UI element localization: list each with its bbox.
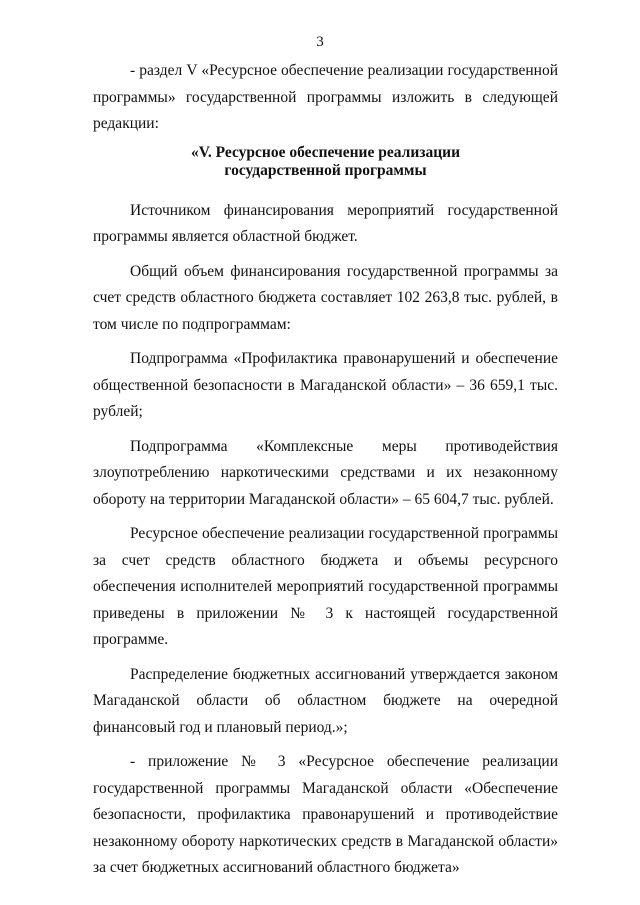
paragraph-subprogram-2: Подпрограмма «Комплексные меры противодействия злоупотреблению наркотическими средствами и их незаконному обороту на территории Магаданской области» – 65 604,7 тыс. рублей. <box>93 437 558 508</box>
section-heading-line-2: государственной программы <box>224 161 427 179</box>
paragraph-budget-allocation: Распределение бюджетных ассигнований утверждается законом Магаданской области об областном бюджете на очередной финансовый год и плановый период.»; <box>93 665 558 736</box>
spacer <box>93 251 558 259</box>
spacer <box>93 513 558 521</box>
spacer <box>93 338 558 346</box>
paragraph-total-funding: Общий объем финансирования государственной программы за счет средств областного бюджета составляет 102 263,8 тыс. рублей, в том числе по подпрограммам: <box>93 262 558 333</box>
section-heading-line-1: «V. Ресурсное обеспечение реализации <box>190 143 461 161</box>
document-body <box>93 58 558 882</box>
paragraph-subprogram-1: Подпрограмма «Профилактика правонарушений и обеспечение общественной безопасности в Магаданской области» – 36 659,1 тыс. рублей; <box>93 350 558 420</box>
page-number: 3 <box>316 34 324 50</box>
spacer <box>93 190 558 198</box>
spacer <box>93 426 558 434</box>
intro-paragraph: - раздел V «Ресурсное обеспечение реализации государственной программы» государственной программы изложить в следующей редакции: <box>93 62 558 132</box>
section-heading <box>93 144 558 180</box>
spacer <box>93 654 558 662</box>
paragraph-funding-source: Источником финансирования мероприятий государственной программы является областной бюджет. <box>93 201 558 245</box>
paragraph-resource-provision: Ресурсное обеспечение реализации государственной программы за счет средств областного бюджета и объемы ресурсного обеспечения исполнителей мероприятий государственной программы приведены в приложении № 3 к настоящей государственной программе. <box>93 525 558 648</box>
paragraph-appendix-3: - приложение № 3 «Ресурсное обеспечение реализации государственной программы Магаданской области «Обеспечение безопасности, профилактика правонарушений и противодействие незаконному обороту наркотических средств в Магаданской области» за счет бюджетных ассигнований областного бюджета» <box>93 753 558 876</box>
spacer <box>93 741 558 749</box>
